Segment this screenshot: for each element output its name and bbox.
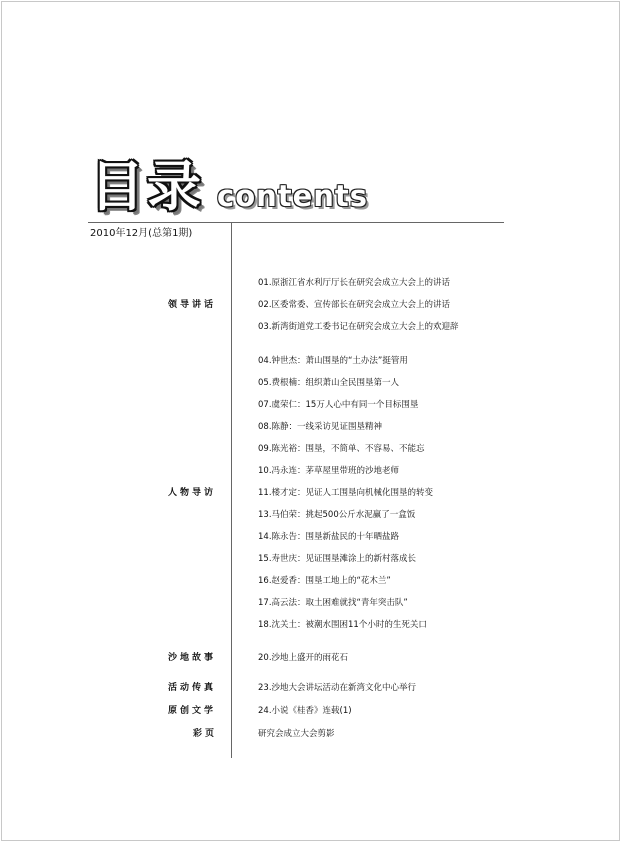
toc-entry[interactable]: 05.费根楠：组织萧山全民围垦第一人: [258, 378, 400, 388]
column-divider: [231, 222, 232, 758]
section-people-interview: 人物导访: [168, 488, 217, 498]
section-original-literature: 原创文学: [168, 706, 217, 716]
section-sand-stories: 沙地故事: [168, 653, 217, 663]
toc-entry[interactable]: 14.陈永告：围垦新盐民的十年晒盐路: [258, 532, 400, 542]
toc-entry[interactable]: 02.区委常委、宣传部长在研究会成立大会上的讲话: [258, 300, 451, 310]
section-activity-news: 活动传真: [168, 683, 217, 693]
toc-entry[interactable]: 07.虞荣仁：15万人心中有同一个目标围垦: [258, 400, 419, 410]
toc-entry[interactable]: 18.沈关土：被潮水围困11个小时的生死关口: [258, 620, 427, 630]
toc-entry[interactable]: 03.新湾街道党工委书记在研究会成立大会上的欢迎辞: [258, 322, 459, 332]
section-color-pages: 彩页: [193, 729, 218, 739]
toc-entry[interactable]: 20.沙地上盛开的雨花石: [258, 653, 349, 663]
toc-entry[interactable]: 08.陈静：一线采访见证围垦精神: [258, 422, 383, 432]
toc-entry[interactable]: 15.寿世庆：见证围垦滩涂上的新村落成长: [258, 554, 417, 564]
toc-entry[interactable]: 09.陈光裕：围垦，不简单、不容易、不能忘: [258, 444, 425, 454]
page-subtitle: contents: [217, 179, 369, 213]
toc-entry[interactable]: 16.赵爱香：围垦工地上的“花木兰”: [258, 576, 391, 586]
toc-entry[interactable]: 24.小说《桂香》连载(1): [258, 706, 352, 716]
toc-entry[interactable]: 13.马伯荣：挑起500公斤水泥赢了一盒饭: [258, 510, 416, 520]
toc-entry[interactable]: 01.原浙江省水利厅厅长在研究会成立大会上的讲话: [258, 278, 451, 288]
toc-entry[interactable]: 研究会成立大会剪影: [258, 729, 335, 739]
toc-entry[interactable]: 04.钟世杰：萧山围垦的“土办法”挺管用: [258, 356, 408, 366]
toc-entry[interactable]: 23.沙地大会讲坛活动在新湾文化中心举行: [258, 683, 417, 693]
header-divider: [88, 222, 504, 223]
toc-entry[interactable]: 11.楼才定：见证人工围垦向机械化围垦的转变: [258, 488, 434, 498]
toc-entry[interactable]: 17.高云法：取土困难就找“青年突击队”: [258, 598, 408, 608]
section-leader-speech: 领导讲话: [168, 300, 217, 310]
issue-date: 2010年12月(总第1期): [90, 228, 193, 239]
page-title: 目录: [90, 155, 204, 218]
toc-entry[interactable]: 10.冯永连：茅草屋里带班的沙地老师: [258, 466, 400, 476]
